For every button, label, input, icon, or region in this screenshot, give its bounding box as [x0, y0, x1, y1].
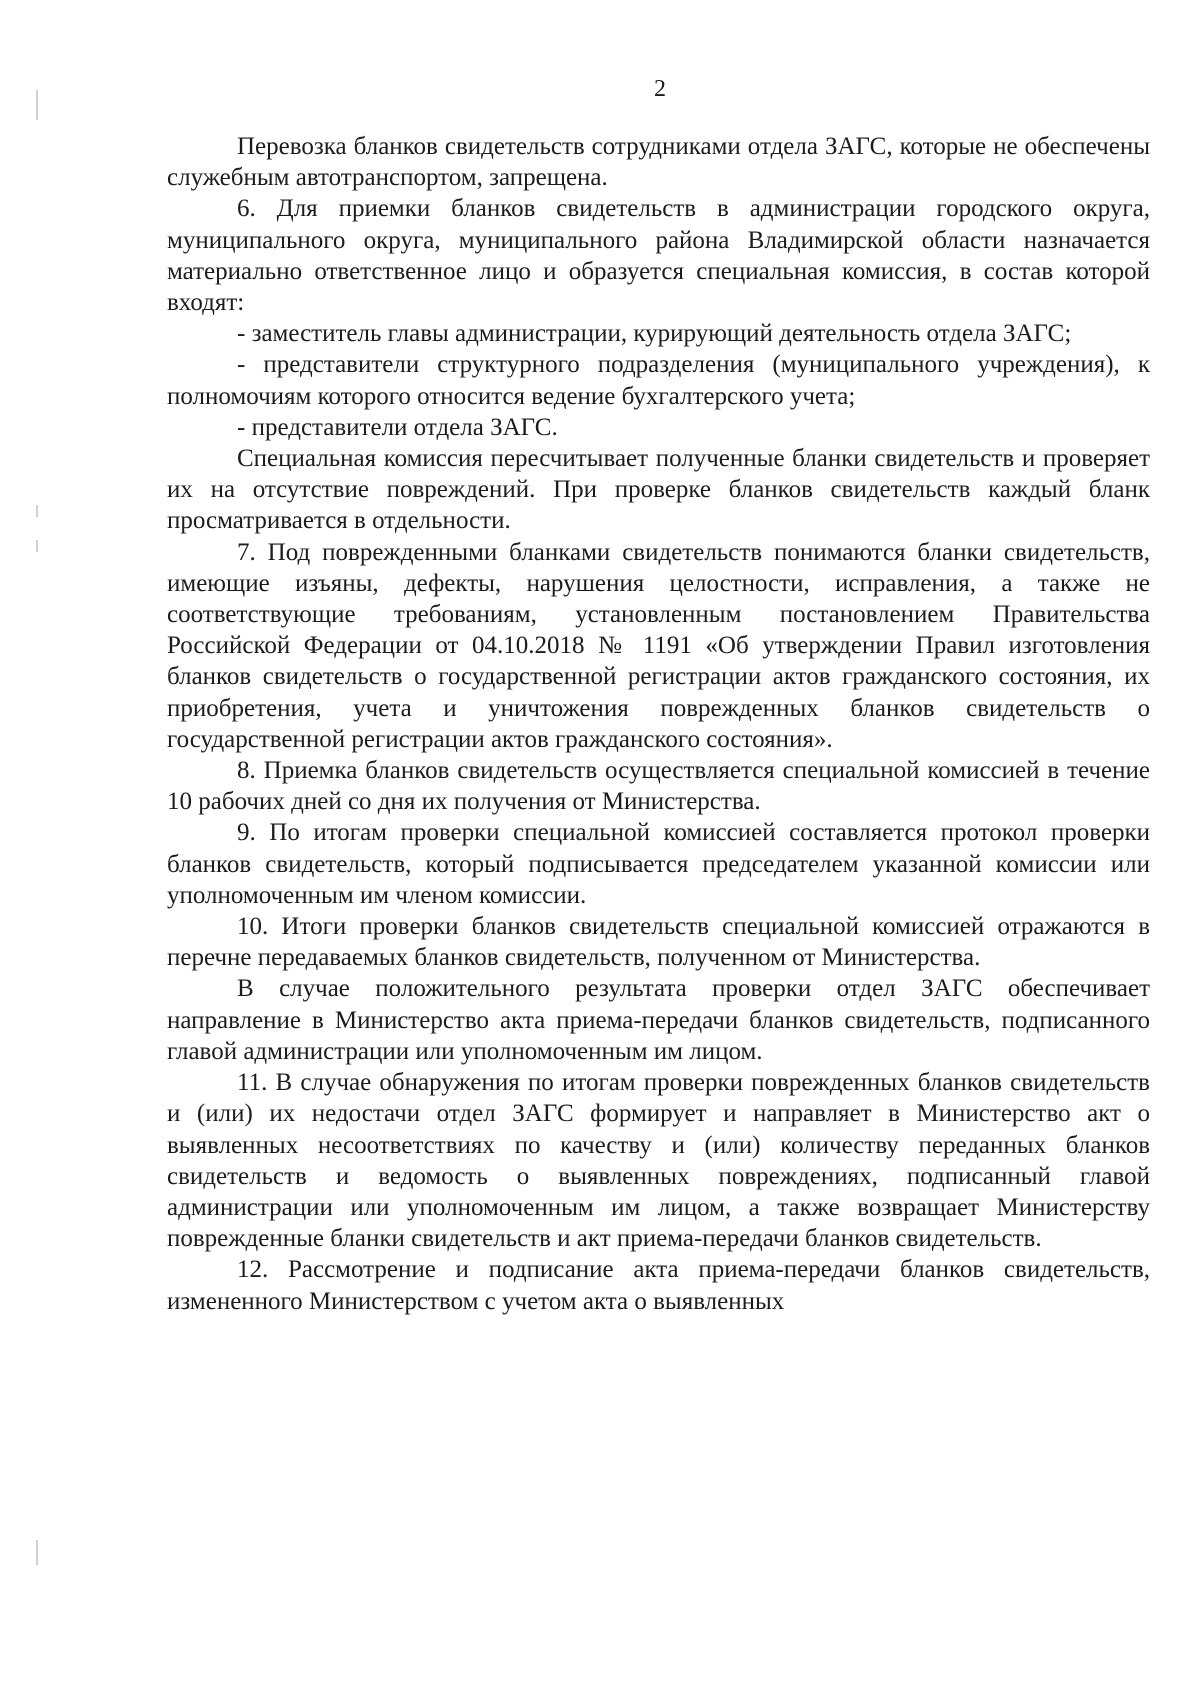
- scan-edge-mark: [36, 540, 38, 552]
- paragraph-transport: Перевозка бланков свидетельств сотрудниками отдела ЗАГС, которые не обеспечены служебным автотранспортом, запрещена.: [167, 133, 1150, 192]
- document-body: [167, 131, 1150, 1317]
- paragraph-positive-result: В случае положительного результата проверки отдел ЗАГС обеспечивает направление в Министерство акта приема-передачи бланков свидетельств, подписанного главой администрации или уполномоченным им лицом.: [167, 975, 1150, 1065]
- paragraph-member-deputy-head: - заместитель главы администрации, курирующий деятельность отдела ЗАГС;: [237, 320, 1072, 348]
- paragraph-commission-check: Специальная комиссия пересчитывает полученные бланки свидетельств и проверяет их на отсутствие повреждений. При проверке бланков свидетельств каждый бланк просматривается в отдельности.: [167, 445, 1150, 535]
- paragraph-item-9: 9. По итогам проверки специальной комиссией составляется протокол проверки бланков свидетельств, который подписывается председателем указанной комиссии или уполномоченным им членом комиссии.: [167, 819, 1150, 909]
- paragraph-member-zags: - представители отдела ЗАГС.: [237, 413, 558, 441]
- paragraph-item-10: 10. Итоги проверки бланков свидетельств специальной комиссией отражаются в перечне передаваемых бланков свидетельств, полученном от Министерства.: [167, 913, 1150, 972]
- paragraph-item-8: 8. Приемка бланков свидетельств осуществляется специальной комиссией в течение 10 рабочих дней со дня их получения от Министерства.: [167, 757, 1150, 816]
- paragraph-item-12: 12. Рассмотрение и подписание акта приема-передачи бланков свидетельств, измененного Министерством с учетом акта о выявленных: [167, 1256, 1150, 1315]
- page-number: 2: [654, 76, 666, 102]
- paragraph-item-11: 11. В случае обнаружения по итогам проверки поврежденных бланков свидетельств и (или) их недостачи отдел ЗАГС формирует и направляет в Министерство акт о выявленных несоответствиях по качеству и (или) количеству переданных бланков свидетельств и ведомость о выявленных повреждениях, подписанный главой администрации или уполномоченным им лицом, а также возвращает Министерству поврежденные бланки свидетельств и акт приема-передачи бланков свидетельств.: [167, 1069, 1150, 1253]
- paragraph-member-accounting: - представители структурного подразделения (муниципального учреждения), к полномочиям которого относится ведение бухгалтерского учета;: [167, 351, 1150, 410]
- scan-edge-mark: [36, 505, 38, 517]
- paragraph-item-7: 7. Под поврежденными бланками свидетельств понимаются бланки свидетельств, имеющие изъяны, дефекты, нарушения целостности, исправления, а также не соответствующие требованиям, установленным постановлением Правительства Российской Федерации от 04.10.2018 № 1191 «Об утверждении Правил изготовления бланков свидетельств о государственной регистрации актов гражданского состояния, их приобретения, учета и уничтожения поврежденных бланков свидетельств о государственной регистрации актов гражданского состояния».: [167, 538, 1150, 753]
- paragraph-item-6: 6. Для приемки бланков свидетельств в администрации городского округа, муниципального округа, муниципального района Владимирской области назначается материально ответственное лицо и образуется специальная комиссия, в состав которой входят:: [167, 195, 1150, 317]
- scan-edge-mark: [36, 1540, 38, 1565]
